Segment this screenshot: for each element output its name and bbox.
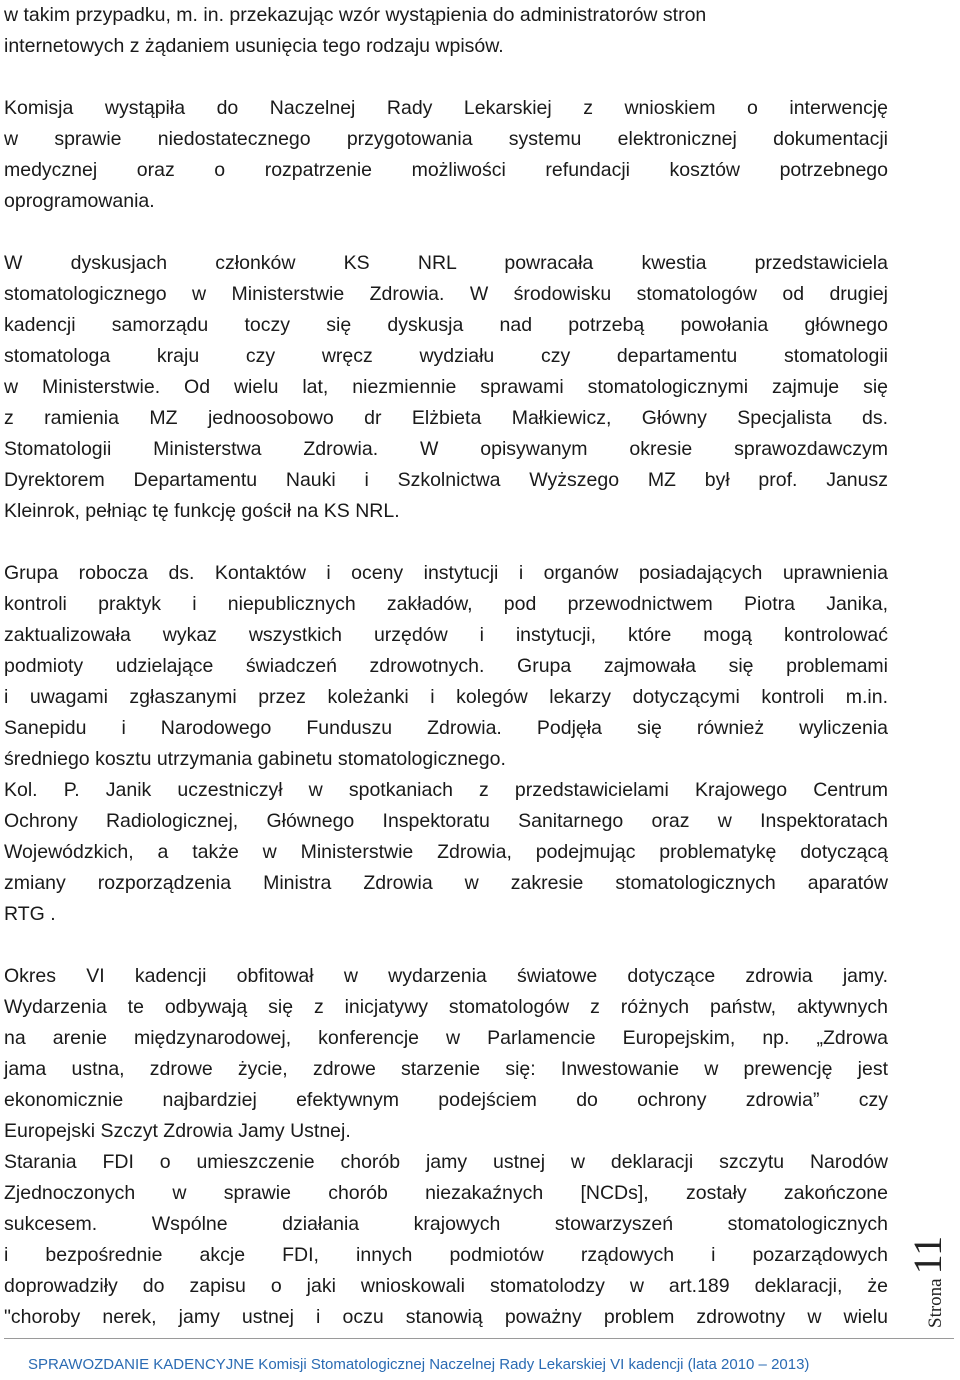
paragraph-1 — [4, 0, 888, 62]
text-line: Zjednoczonych w sprawie chorób niezakaźnych [NCDs], zostały zakończone — [4, 1182, 888, 1204]
text-line: Europejski Szczyt Zdrowia Jamy Ustnej. — [4, 1120, 351, 1142]
text-line: i bezpośrednie akcje FDI, innych podmiotów rządowych i pozarządowych — [4, 1244, 888, 1266]
text-line: doprowadziły do zapisu o jaki wnioskowali stomatolodzy w art.189 deklaracji, że — [4, 1275, 888, 1297]
text-line: Okres VI kadencji obfitował w wydarzenia światowe dotyczące zdrowia jamy. — [4, 965, 888, 987]
text-line: ekonomicznie najbardziej efektywnym podejściem do ochrony zdrowia” czy — [4, 1089, 888, 1111]
text-line: Dyrektorem Departamentu Nauki i Szkolnictwa Wyższego MZ był prof. Janusz — [4, 469, 888, 491]
document-body — [4, 0, 888, 1333]
page-number-label — [904, 1208, 960, 1328]
text-line: w Ministerstwie. Od wielu lat, niezmiennie sprawami stomatologicznymi zajmuje się — [4, 376, 888, 398]
text-line: "choroby nerek, jamy ustnej i oczu stanowią poważny problem zdrowotny w wielu — [4, 1306, 888, 1328]
text-line: stomatologa kraju czy wręcz wydziału czy departamentu stomatologii — [4, 345, 888, 367]
text-line: średniego kosztu utrzymania gabinetu stomatologicznego. — [4, 748, 506, 770]
text-line: z ramienia MZ jednoosobowo dr Elżbieta Małkiewicz, Główny Specjalista ds. — [4, 407, 888, 429]
text-line: i uwagami zgłaszanymi przez koleżanki i kolegów lekarzy dotyczącymi kontroli m.in. — [4, 686, 888, 708]
paragraph-5 — [4, 775, 888, 930]
paragraph-4 — [4, 558, 888, 775]
text-line: oprogramowania. — [4, 190, 155, 212]
page-word: Strona — [925, 1278, 946, 1328]
text-line: zmiany rozporządzenia Ministra Zdrowia w zakresie stomatologicznych aparatów — [4, 872, 888, 894]
text-line: Kleinrok, pełniąc tę funkcję gościł na KS NRL. — [4, 500, 400, 522]
text-line: internetowych z żądaniem usunięcia tego rodzaju wpisów. — [4, 35, 504, 57]
text-line: Kol. P. Janik uczestniczył w spotkaniach z przedstawicielami Krajowego Centrum — [4, 779, 888, 801]
text-line: Ochrony Radiologicznej, Głównego Inspektoratu Sanitarnego oraz w Inspektoratach — [4, 810, 888, 832]
text-line: kontroli praktyk i niepublicznych zakładów, pod przewodnictwem Piotra Janika, — [4, 593, 888, 615]
text-line: podmioty udzielające świadczeń zdrowotnych. Grupa zajmowała się problemami — [4, 655, 888, 677]
text-line: w sprawie niedostatecznego przygotowania systemu elektronicznej dokumentacji — [4, 128, 888, 150]
text-line: Wojewódzkich, a także w Ministerstwie Zdrowia, podejmując problematykę dotyczącą — [4, 841, 888, 863]
footer-divider — [4, 1338, 954, 1339]
paragraph-7 — [4, 1147, 888, 1333]
text-line: na arenie międzynarodowej, konferencje w Parlamencie Europejskim, np. „Zdrowa — [4, 1027, 888, 1049]
text-line: Grupa robocza ds. Kontaktów i oceny instytucji i organów posiadających uprawnienia — [4, 562, 888, 584]
text-line: jama ustna, zdrowe życie, zdrowe starzenie się: Inwestowanie w prewencję jest — [4, 1058, 888, 1080]
paragraph-3 — [4, 248, 888, 527]
text-line: Wydarzenia te odbywają się z inicjatywy stomatologów z różnych państw, aktywnych — [4, 996, 888, 1018]
page-number: 11 — [905, 1235, 950, 1275]
text-line: Starania FDI o umieszczenie chorób jamy ustnej w deklaracji szczytu Narodów — [4, 1151, 888, 1173]
text-line: Sanepidu i Narodowego Funduszu Zdrowia. Podjęła się również wyliczenia — [4, 717, 888, 739]
text-line: stomatologicznego w Ministerstwie Zdrowia. W środowisku stomatologów od drugiej — [4, 283, 888, 305]
text-line: Komisja wystąpiła do Naczelnej Rady Lekarskiej z wnioskiem o interwencję — [4, 97, 888, 119]
text-line: RTG . — [4, 903, 56, 925]
text-line: kadencji samorządu toczy się dyskusja nad potrzebą powołania głównego — [4, 314, 888, 336]
text-line: W dyskusjach członków KS NRL powracała kwestia przedstawiciela — [4, 252, 888, 274]
paragraph-6 — [4, 961, 888, 1147]
text-line: zaktualizowała wykaz wszystkich urzędów i instytucji, które mogą kontrolować — [4, 624, 888, 646]
text-line: Stomatologii Ministerstwa Zdrowia. W opisywanym okresie sprawozdawczym — [4, 438, 888, 460]
text-line: medycznej oraz o rozpatrzenie możliwości refundacji kosztów potrzebnego — [4, 159, 888, 181]
text-line: sukcesem. Wspólne działania krajowych stowarzyszeń stomatologicznych — [4, 1213, 888, 1235]
page-number-rotated — [905, 1235, 950, 1328]
footer-text: SPRAWOZDANIE KADENCYJNE Komisji Stomatologicznej Naczelnej Rady Lekarskiej VI kadencji (lata 2010 – 2013) — [28, 1356, 810, 1373]
text-line: w takim przypadku, m. in. przekazując wzór wystąpienia do administratorów stron — [4, 4, 707, 26]
paragraph-2 — [4, 93, 888, 217]
